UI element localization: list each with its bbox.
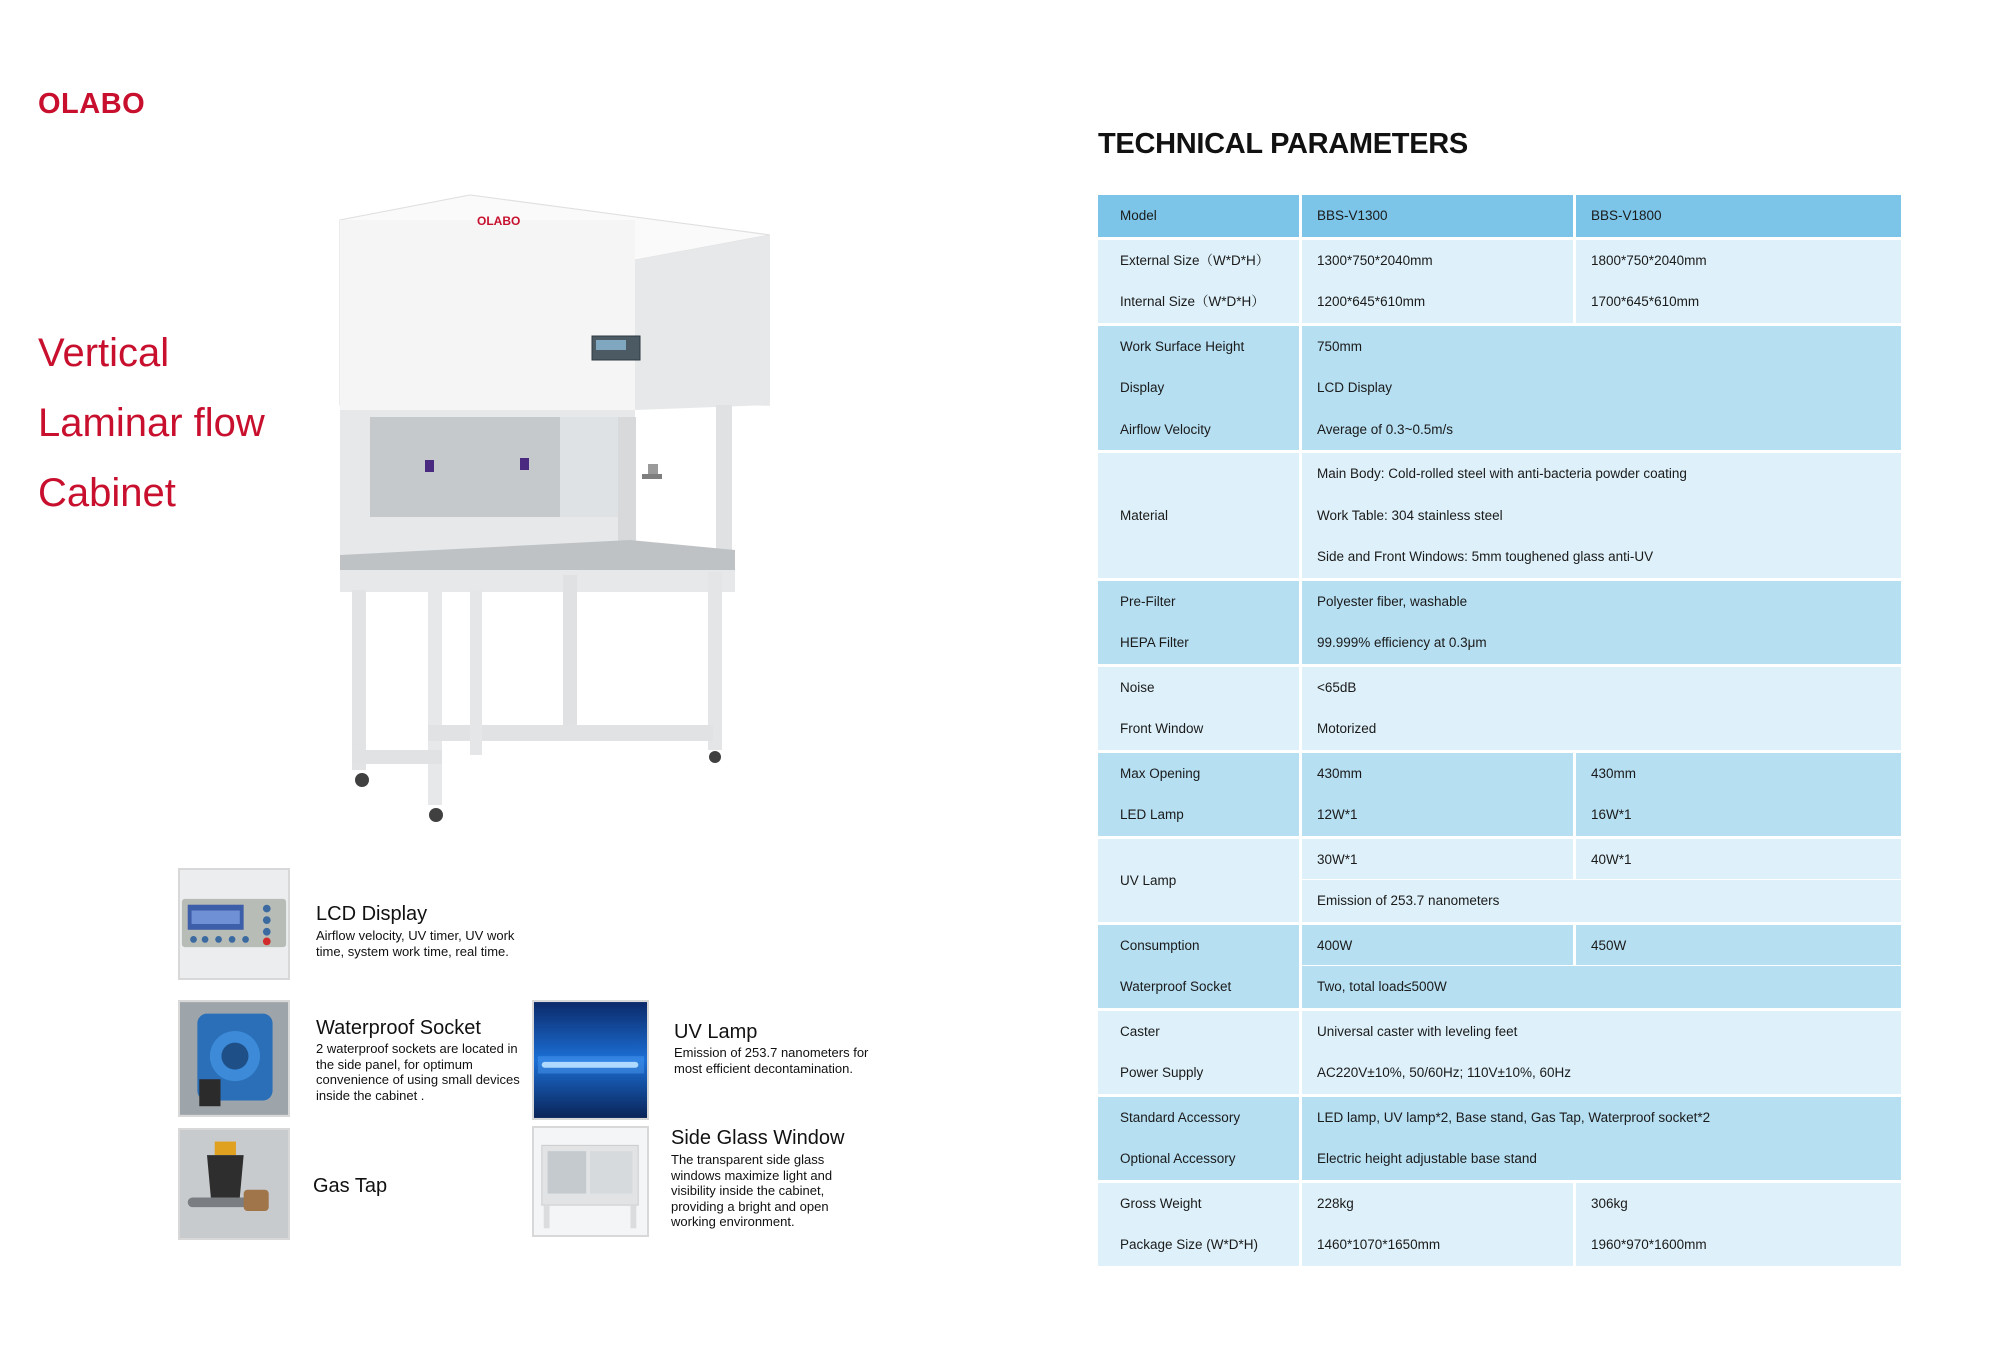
uv-lamp-label: UV Lamp xyxy=(1120,872,1177,888)
row-label: External Size（W*D*H） xyxy=(1098,240,1299,282)
row-label: Gross Weight xyxy=(1098,1183,1299,1225)
row-label: Consumption xyxy=(1098,925,1299,967)
row-label: Max Opening xyxy=(1098,753,1299,795)
table-row xyxy=(1098,1052,1901,1094)
table-row xyxy=(1098,1138,1901,1180)
technical-parameters-table xyxy=(1098,195,1901,1269)
row-value: 1960*970*1600mm xyxy=(1576,1224,1901,1266)
table-row xyxy=(1098,326,1901,368)
table-row xyxy=(1098,409,1901,451)
table-row xyxy=(1098,367,1901,409)
row-value: Electric height adjustable base stand xyxy=(1302,1138,1901,1180)
row-label: Front Window xyxy=(1098,708,1299,750)
row-value: 400W xyxy=(1302,925,1573,967)
row-value: 1200*645*610mm xyxy=(1302,281,1573,323)
row-label-spacer xyxy=(1098,536,1299,578)
table-group-uv-lamp xyxy=(1098,839,1901,922)
table-row xyxy=(1098,925,1901,967)
header-model-v1300: BBS-V1300 xyxy=(1302,195,1573,237)
row-label-spacer xyxy=(1098,453,1299,495)
row-value: Work Table: 304 stainless steel xyxy=(1302,495,1901,537)
table-group-consumption xyxy=(1098,925,1901,1008)
row-label: LED Lamp xyxy=(1098,794,1299,836)
table-group-opening xyxy=(1098,753,1901,836)
uv-lamp-title: UV Lamp xyxy=(674,1021,758,1043)
table-group-size xyxy=(1098,240,1901,323)
table-row xyxy=(1098,1097,1901,1139)
table-row xyxy=(1098,1011,1901,1053)
table-group-noise xyxy=(1098,667,1901,750)
table-row xyxy=(1098,536,1901,578)
product-title-line-2: Laminar flow xyxy=(38,401,265,445)
row-label: Display xyxy=(1098,367,1299,409)
header-model-label: Model xyxy=(1098,195,1299,237)
table-row xyxy=(1098,794,1901,836)
row-label: Noise xyxy=(1098,667,1299,709)
row-value: 430mm xyxy=(1302,753,1573,795)
row-label: Work Surface Height xyxy=(1098,326,1299,368)
lcd-display-thumbnail xyxy=(178,868,290,980)
header-model-v1800: BBS-V1800 xyxy=(1576,195,1901,237)
row-label: Caster xyxy=(1098,1011,1299,1053)
table-group-weight xyxy=(1098,1183,1901,1266)
row-value: 30W*1 xyxy=(1302,839,1573,881)
row-label: Standard Accessory xyxy=(1098,1097,1299,1139)
row-value: Main Body: Cold-rolled steel with anti-bacteria powder coating xyxy=(1302,453,1901,495)
lcd-display-title: LCD Display xyxy=(316,903,428,925)
product-title xyxy=(38,318,265,528)
lcd-display-description: Airflow velocity, UV timer, UV work time, system work time, real time. xyxy=(316,928,515,959)
side-glass-window-title: Side Glass Window xyxy=(671,1127,845,1149)
row-value: Emission of 253.7 nanometers xyxy=(1302,880,1901,922)
product-title-line-1: Vertical xyxy=(38,331,170,375)
table-row xyxy=(1098,453,1901,495)
row-label: Material xyxy=(1098,495,1299,537)
row-label: Power Supply xyxy=(1098,1052,1299,1094)
row-value: Motorized xyxy=(1302,708,1901,750)
table-row xyxy=(1098,495,1901,537)
row-value: 16W*1 xyxy=(1576,794,1901,836)
row-label: Optional Accessory xyxy=(1098,1138,1299,1180)
row-value: Average of 0.3~0.5m/s xyxy=(1302,409,1901,451)
uv-lamp-description: Emission of 253.7 nanometers for most efficient decontamination. xyxy=(674,1045,869,1076)
row-value: Polyester fiber, washable xyxy=(1302,581,1901,623)
row-value: Side and Front Windows: 5mm toughened glass anti-UV xyxy=(1302,536,1901,578)
row-value: 12W*1 xyxy=(1302,794,1573,836)
waterproof-socket-title: Waterproof Socket xyxy=(316,1017,481,1039)
brand-logo: OLABO xyxy=(38,88,146,120)
waterproof-socket-description: 2 waterproof sockets are located in the side panel, for optimum convenience of using small devices inside the cabinet . xyxy=(316,1041,520,1103)
cabinet-logo: OLABO xyxy=(477,214,521,228)
table-group-filters xyxy=(1098,581,1901,664)
row-label: Pre-Filter xyxy=(1098,581,1299,623)
table-header-row xyxy=(1098,195,1901,237)
waterproof-socket-thumbnail xyxy=(178,1000,290,1117)
uv-lamp-thumbnail xyxy=(532,1000,649,1120)
side-glass-window-description: The transparent side glass windows maximize light and visibility inside the cabinet, providing a bright and open working environment. xyxy=(671,1152,833,1229)
row-value: 306kg xyxy=(1576,1183,1901,1225)
row-value: AC220V±10%, 50/60Hz; 110V±10%, 60Hz xyxy=(1302,1052,1901,1094)
table-group-material xyxy=(1098,453,1901,578)
row-value: Two, total load≤500W xyxy=(1302,966,1901,1008)
side-glass-window-thumbnail xyxy=(532,1126,649,1237)
table-row xyxy=(1098,281,1901,323)
row-value: 99.999% efficiency at 0.3μm xyxy=(1302,622,1901,664)
row-value: 1460*1070*1650mm xyxy=(1302,1224,1573,1266)
table-row xyxy=(1098,581,1901,623)
table-row xyxy=(1098,622,1901,664)
row-value: 750mm xyxy=(1302,326,1901,368)
row-label: Airflow Velocity xyxy=(1098,409,1299,451)
table-row xyxy=(1098,753,1901,795)
table-row xyxy=(1098,240,1901,282)
row-value: LCD Display xyxy=(1302,367,1901,409)
technical-parameters-heading: TECHNICAL PARAMETERS xyxy=(1098,128,1468,160)
row-value: 430mm xyxy=(1576,753,1901,795)
row-value: <65dB xyxy=(1302,667,1901,709)
row-value: 1300*750*2040mm xyxy=(1302,240,1573,282)
row-label: HEPA Filter xyxy=(1098,622,1299,664)
row-value: 228kg xyxy=(1302,1183,1573,1225)
table-row xyxy=(1098,1224,1901,1266)
row-label: Waterproof Socket xyxy=(1098,966,1299,1008)
row-value: 1800*750*2040mm xyxy=(1576,240,1901,282)
row-value: LED lamp, UV lamp*2, Base stand, Gas Tap, Waterproof socket*2 xyxy=(1302,1097,1901,1139)
gas-tap-thumbnail xyxy=(178,1128,290,1240)
table-group-accessories xyxy=(1098,1097,1901,1180)
table-row xyxy=(1098,1183,1901,1225)
row-value: 40W*1 xyxy=(1576,839,1901,881)
table-row xyxy=(1098,966,1901,1008)
row-value: 1700*645*610mm xyxy=(1576,281,1901,323)
table-row xyxy=(1098,708,1901,750)
gas-tap-title: Gas Tap xyxy=(313,1175,388,1197)
row-value: Universal caster with leveling feet xyxy=(1302,1011,1901,1053)
row-label: Internal Size（W*D*H） xyxy=(1098,281,1299,323)
row-label: Package Size (W*D*H) xyxy=(1098,1224,1299,1266)
table-group-surface xyxy=(1098,326,1901,451)
table-group-caster xyxy=(1098,1011,1901,1094)
table-row xyxy=(1098,667,1901,709)
product-title-line-3: Cabinet xyxy=(38,471,176,515)
cabinet-product-image xyxy=(330,180,770,840)
row-value: 450W xyxy=(1576,925,1901,967)
